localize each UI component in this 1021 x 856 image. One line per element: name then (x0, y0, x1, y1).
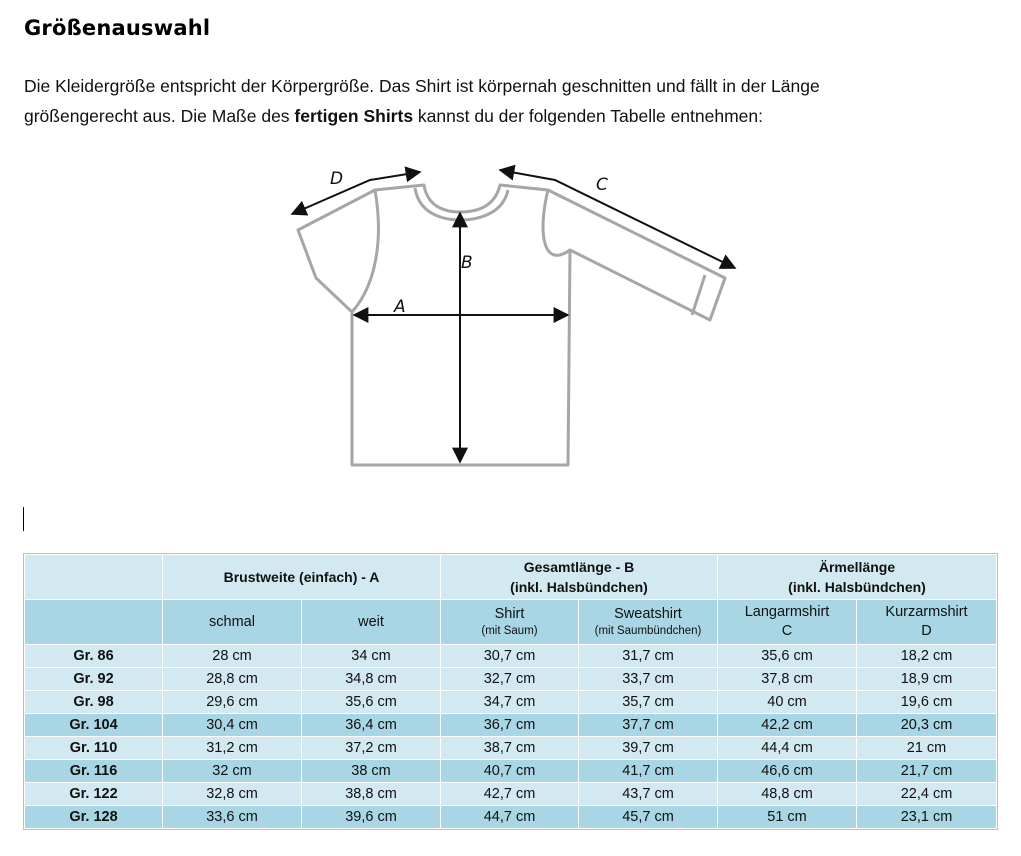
table-row (25, 645, 997, 668)
table-cell: 37,2 cm (302, 737, 441, 760)
table-cell: 34 cm (302, 645, 441, 668)
subheader-weit (302, 600, 441, 645)
table-cell: 35,6 cm (718, 645, 857, 668)
table-cell: 36,4 cm (302, 714, 441, 737)
subheader-text: schmal (209, 613, 255, 630)
text-cursor (23, 507, 24, 531)
subheader-note: (mit Saum) (481, 625, 538, 637)
table-cell: 36,7 cm (441, 714, 579, 737)
table-cell: 42,7 cm (441, 783, 579, 806)
table-cell: 18,2 cm (857, 645, 997, 668)
size-table (24, 554, 997, 829)
group-header-text: Gesamtlänge - B (523, 559, 635, 575)
group-header-brustweite (163, 555, 441, 600)
table-cell: 38,7 cm (441, 737, 579, 760)
table-cell: 48,8 cm (718, 783, 857, 806)
table-cell: 18,9 cm (857, 668, 997, 691)
label-a: A (394, 297, 406, 317)
row-label: Gr. 110 (25, 737, 163, 760)
table-cell: 44,4 cm (718, 737, 857, 760)
subheader-text: Shirt (494, 606, 525, 622)
table-cell: 37,8 cm (718, 668, 857, 691)
table-row (25, 760, 997, 783)
intro-line-2-suffix: kannst du der folgenden Tabelle entnehmen: (413, 106, 764, 126)
table-cell: 31,2 cm (163, 737, 302, 760)
table-row (25, 806, 997, 829)
row-label: Gr. 122 (25, 783, 163, 806)
row-label: Gr. 86 (25, 645, 163, 668)
table-cell: 21 cm (857, 737, 997, 760)
subheader-text: Sweatshirt (614, 606, 682, 622)
table-row (25, 737, 997, 760)
table-cell: 22,4 cm (857, 783, 997, 806)
table-cell: 31,7 cm (579, 645, 718, 668)
table-cell: 39,7 cm (579, 737, 718, 760)
table-cell: 41,7 cm (579, 760, 718, 783)
group-header-text: Ärmellänge (818, 559, 896, 575)
group-header-gesamtlaenge (441, 555, 718, 600)
subheader-shirt (441, 600, 579, 645)
row-label: Gr. 92 (25, 668, 163, 691)
arrow-c (500, 170, 735, 268)
table-cell: 38,8 cm (302, 783, 441, 806)
group-header-subtext: (inkl. Halsbündchen) (788, 579, 926, 595)
page-title: Größenauswahl (24, 16, 211, 40)
table-cell: 21,7 cm (857, 760, 997, 783)
subheader-letter: D (921, 623, 932, 639)
row-label: Gr. 128 (25, 806, 163, 829)
table-row (25, 714, 997, 737)
group-header-subtext: (inkl. Halsbündchen) (510, 579, 648, 595)
table-cell: 29,6 cm (163, 691, 302, 714)
shirt-outline (298, 185, 725, 465)
shirt-measurement-diagram (280, 150, 750, 480)
subheader-text: Langarmshirt (744, 604, 830, 620)
table-cell: 33,7 cm (579, 668, 718, 691)
table-cell: 37,7 cm (579, 714, 718, 737)
table-cell: 40 cm (718, 691, 857, 714)
table-cell: 44,7 cm (441, 806, 579, 829)
subheader-corner (25, 600, 163, 645)
subheader-sweatshirt (579, 600, 718, 645)
subheader-letter: C (781, 623, 793, 639)
subheader-langarmshirt (718, 600, 857, 645)
label-b: B (461, 253, 473, 273)
intro-paragraph (24, 71, 1004, 131)
group-header-aermellaenge (718, 555, 997, 600)
subheader-text: weit (358, 613, 384, 630)
table-cell: 32,8 cm (163, 783, 302, 806)
table-cell: 28 cm (163, 645, 302, 668)
table-cell: 23,1 cm (857, 806, 997, 829)
table-cell: 51 cm (718, 806, 857, 829)
table-row (25, 691, 997, 714)
table-cell: 33,6 cm (163, 806, 302, 829)
subheader-schmal (163, 600, 302, 645)
intro-bold-text: fertigen Shirts (294, 106, 414, 126)
table-cell: 38 cm (302, 760, 441, 783)
table-cell: 32,7 cm (441, 668, 579, 691)
table-cell: 35,7 cm (579, 691, 718, 714)
table-cell: 20,3 cm (857, 714, 997, 737)
row-label: Gr. 104 (25, 714, 163, 737)
table-cell: 40,7 cm (441, 760, 579, 783)
row-label: Gr. 116 (25, 760, 163, 783)
table-cell: 45,7 cm (579, 806, 718, 829)
table-cell: 46,6 cm (718, 760, 857, 783)
table-cell: 39,6 cm (302, 806, 441, 829)
label-c: C (596, 175, 608, 195)
table-group-header-row (25, 555, 997, 600)
table-cell: 30,7 cm (441, 645, 579, 668)
subheader-kurzarmshirt (857, 600, 997, 645)
measurement-arrows (292, 170, 735, 462)
table-cell: 30,4 cm (163, 714, 302, 737)
subheader-note: (mit Saumbündchen) (594, 625, 702, 637)
intro-line-2-prefix: größengerecht aus. Die Maße des (24, 106, 295, 126)
header-corner (25, 555, 163, 600)
table-cell: 43,7 cm (579, 783, 718, 806)
table-row (25, 783, 997, 806)
table-cell: 28,8 cm (163, 668, 302, 691)
arrow-d (292, 172, 420, 214)
group-header-text: Brustweite (einfach) - A (223, 569, 380, 585)
table-cell: 19,6 cm (857, 691, 997, 714)
label-d: D (330, 169, 344, 189)
table-cell: 42,2 cm (718, 714, 857, 737)
table-cell: 34,7 cm (441, 691, 579, 714)
table-cell: 34,8 cm (302, 668, 441, 691)
subheader-text: Kurzarmshirt (885, 604, 968, 620)
row-label: Gr. 98 (25, 691, 163, 714)
table-row (25, 668, 997, 691)
table-subheader-row (25, 600, 997, 645)
table-cell: 32 cm (163, 760, 302, 783)
intro-line-1: Die Kleidergröße entspricht der Körpergröße. Das Shirt ist körpernah geschnitten und fällt in der Länge (24, 76, 820, 96)
table-cell: 35,6 cm (302, 691, 441, 714)
